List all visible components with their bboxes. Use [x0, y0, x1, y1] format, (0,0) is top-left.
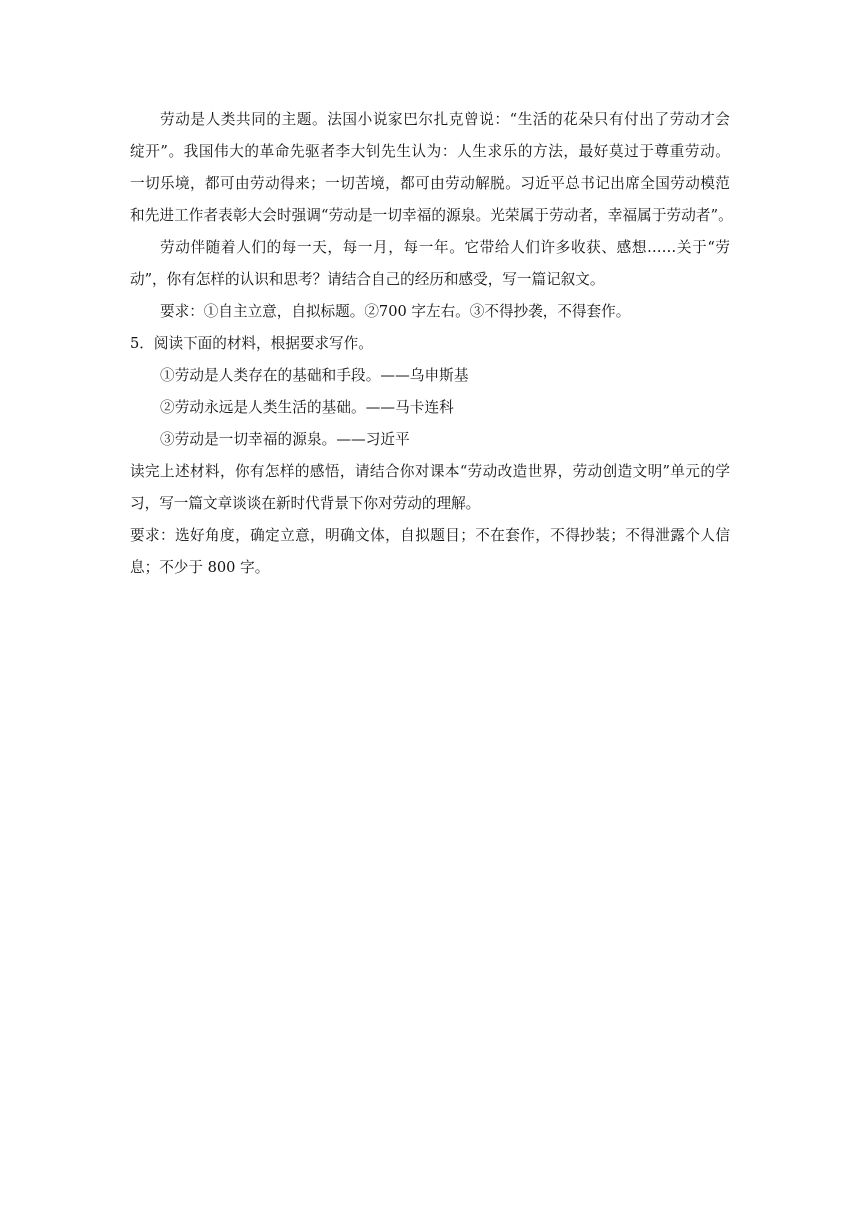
question-5-heading: 5．阅读下面的材料，根据要求写作。	[130, 335, 373, 352]
passage-line-3: 一切乐境，都可由劳动得来；一切苦境，都可由劳动解脱。习近平总书记出席全国劳动模范	[130, 175, 730, 192]
quote-3: ③劳动是一切幸福的源泉。——习近平	[160, 431, 410, 448]
passage-line-1: 劳动是人类共同的主题。法国小说家巴尔扎克曾说：“生活的花朵只有付出了劳动才会	[160, 111, 730, 128]
quote-1: ①劳动是人类存在的基础和手段。——乌申斯基	[160, 367, 469, 384]
passage-line-2: 绽开”。我国伟大的革命先驱者李大钊先生认为：人生求乐的方法，最好莫过于尊重劳动。	[130, 143, 730, 160]
document-body	[130, 104, 733, 584]
passage-requirements: 要求：①自主立意，自拟标题。②700 字左右。③不得抄袭，不得套作。	[160, 303, 631, 320]
passage-line-6: 动”，你有怎样的认识和思考？请结合自己的经历和感受，写一篇记叙文。	[130, 271, 605, 288]
passage-line-5: 劳动伴随着人们的每一天，每一月，每一年。它带给人们许多收获、感想……关于“劳	[160, 239, 730, 256]
prompt-line-2: 习，写一篇文章谈谈在新时代背景下你对劳动的理解。	[130, 495, 481, 512]
passage-line-4: 和先进工作者表彰大会时强调“劳动是一切幸福的源泉。光荣属于劳动者，幸福属于劳动者”。	[130, 207, 733, 224]
requirement-line-1: 要求：选好角度，确定立意，明确文体，自拟题目；不在套作，不得抄装；不得泄露个人信	[130, 527, 730, 544]
quote-2: ②劳动永远是人类生活的基础。——马卡连科	[160, 399, 454, 416]
requirement-line-2: 息；不少于 800 字。	[130, 559, 270, 576]
prompt-line-1: 读完上述材料，你有怎样的感悟，请结合你对课本“劳动改造世界，劳动创造文明”单元的学	[130, 463, 730, 480]
